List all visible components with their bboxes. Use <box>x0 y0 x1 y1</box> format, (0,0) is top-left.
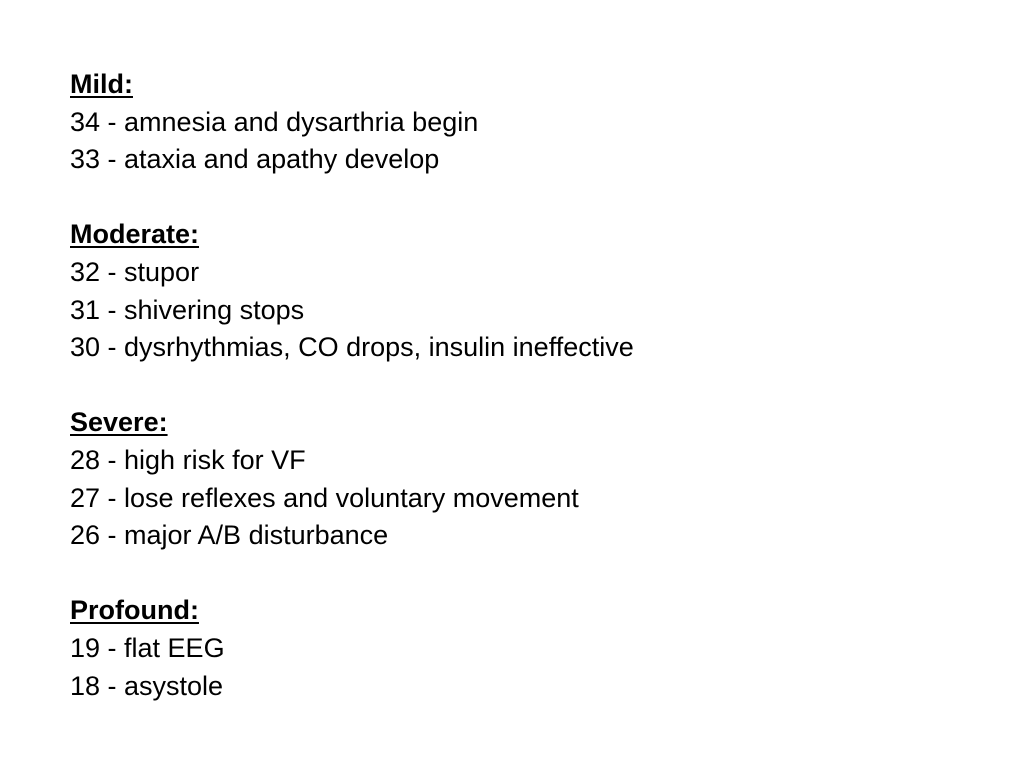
section-heading: Severe: <box>70 407 168 438</box>
list-item: 27 - lose reflexes and voluntary movement <box>70 482 579 513</box>
section-heading: Profound: <box>70 595 199 626</box>
section-mild <box>70 66 970 179</box>
section-moderate <box>70 216 970 366</box>
list-item: 30 - dysrhythmias, CO drops, insulin ineffective <box>70 332 634 363</box>
list-item: 18 - asystole <box>70 670 224 701</box>
list-item: 32 - stupor <box>70 256 200 287</box>
list-item: 31 - shivering stops <box>70 294 305 325</box>
slide-content <box>70 66 970 705</box>
list-item: 33 - ataxia and apathy develop <box>70 144 440 175</box>
list-item: 28 - high risk for VF <box>70 444 306 475</box>
section-severe <box>70 404 970 554</box>
section-heading: Mild: <box>70 69 133 99</box>
list-item: 19 - flat EEG <box>70 632 225 663</box>
section-heading: Moderate: <box>70 219 200 250</box>
list-item: 26 - major A/B disturbance <box>70 520 389 551</box>
section-profound <box>70 592 970 705</box>
list-item: 34 - amnesia and dysarthria begin <box>70 106 479 137</box>
